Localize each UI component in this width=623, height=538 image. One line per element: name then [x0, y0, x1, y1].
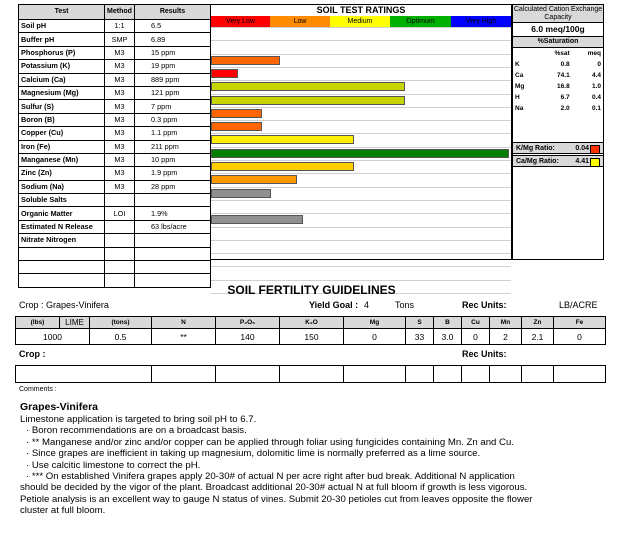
guideline-col-header: Zn: [522, 317, 554, 329]
table-row: [19, 127, 211, 140]
test-name: Organic Matter: [19, 207, 105, 220]
table-row: [19, 153, 211, 166]
note-line: · Since grapes are inefficient in taking up magnesium, dolomitic lime is normally preferred as a lime source.: [26, 448, 481, 460]
k-mg-ratio-value: 0.04: [575, 145, 589, 152]
table-row: [19, 247, 211, 260]
saturation-el: Ca: [515, 72, 524, 79]
test-result: [135, 247, 211, 260]
test-name: Sulfur (S): [19, 100, 105, 113]
yield-goal-value: 4: [364, 300, 370, 310]
saturation-table: [513, 48, 603, 114]
table-row: [19, 60, 211, 73]
results-header: Results: [135, 5, 211, 20]
table-row: [19, 113, 211, 126]
guidelines-empty-row: [16, 366, 606, 383]
saturation-row: [513, 92, 603, 103]
fertility-guidelines-table-2: [15, 365, 606, 383]
saturation-sat: 0.8: [560, 61, 570, 68]
guideline-col-header: Mn: [490, 317, 522, 329]
guideline-col-header: S: [406, 317, 434, 329]
test-result: 889 ppm: [135, 73, 211, 86]
ca-mg-ratio: [513, 155, 603, 167]
test-result: 0.3 ppm: [135, 113, 211, 126]
rating-bar: [211, 175, 297, 184]
rating-bar: [211, 56, 280, 65]
guideline-value: 33: [406, 329, 434, 345]
rating-category: Medium: [330, 16, 390, 27]
rating-bar: [211, 69, 238, 78]
saturation-sat: 6.7: [560, 94, 570, 101]
guideline-value: 1000: [16, 329, 90, 345]
test-name: Manganese (Mn): [19, 153, 105, 166]
test-method: 1:1: [105, 20, 135, 33]
test-table-header: [19, 5, 211, 20]
ca-mg-ratio-label: Ca/Mg Ratio:: [516, 158, 559, 165]
test-method: M3: [105, 73, 135, 86]
note-line: · Use calcitic limestone to correct the pH.: [26, 459, 201, 471]
test-result: 6.5: [135, 20, 211, 33]
saturation-meq: 0: [597, 61, 601, 68]
test-header: Test: [19, 5, 105, 20]
test-name: Nitrate Nitrogen: [19, 234, 105, 247]
test-name: [19, 261, 105, 274]
saturation-row: [513, 103, 603, 114]
table-row: [19, 20, 211, 33]
guideline-col-header: Cu: [462, 317, 490, 329]
guidelines-values-row: [16, 329, 606, 345]
guidelines-title: SOIL FERTILITY GUIDELINES: [227, 283, 396, 297]
comments-label: Comments :: [19, 386, 57, 393]
test-method: M3: [105, 153, 135, 166]
guideline-col-header: Mg: [344, 317, 406, 329]
note-line: cluster at full bloom.: [20, 505, 106, 517]
table-row: [19, 100, 211, 113]
table-row: [19, 207, 211, 220]
test-name: Buffer pH: [19, 33, 105, 46]
guideline-value: 0.5: [90, 329, 152, 345]
saturation-meq: 0.1: [591, 105, 601, 112]
table-row: [19, 220, 211, 233]
cation-exchange-panel: [512, 4, 604, 260]
test-result: 28 ppm: [135, 180, 211, 193]
saturation-sat: 2.0: [560, 105, 570, 112]
test-name: Zinc (Zn): [19, 167, 105, 180]
test-method: M3: [105, 127, 135, 140]
saturation-sat: 74.1: [557, 72, 570, 79]
test-name: Sodium (Na): [19, 180, 105, 193]
guideline-value: 3.0: [434, 329, 462, 345]
notes-title: Grapes-Vinifera: [20, 401, 99, 413]
soil-test-table: [18, 4, 211, 288]
fertility-guidelines-table: [15, 316, 606, 345]
yield-goal-label: Yield Goal :: [309, 300, 359, 310]
saturation-el: K: [515, 61, 520, 68]
test-method: [105, 220, 135, 233]
test-method: LOI: [105, 207, 135, 220]
test-method: SMP: [105, 33, 135, 46]
test-name: Boron (B): [19, 113, 105, 126]
saturation-el: Mg: [515, 83, 525, 90]
guideline-value: 140: [216, 329, 280, 345]
rating-bar: [211, 215, 303, 224]
test-name: Estimated N Release: [19, 220, 105, 233]
cec-title: Calculated Cation Exchange Capacity: [513, 6, 603, 21]
crop-label-2: Crop :: [19, 349, 46, 359]
ca-mg-ratio-value: 4.41: [575, 158, 589, 165]
rating-bar: [211, 122, 262, 131]
test-name: Calcium (Ca): [19, 73, 105, 86]
table-row: [19, 194, 211, 207]
test-result: 10 ppm: [135, 153, 211, 166]
test-result: 121 ppm: [135, 86, 211, 99]
yield-units: Tons: [395, 300, 415, 310]
note-line: · *** On established Vinifera grapes apply 20-30# of actual N per acre right after bud break. Additional N application: [26, 471, 515, 483]
test-method: M3: [105, 60, 135, 73]
rating-bar: [211, 162, 354, 171]
test-method: M3: [105, 180, 135, 193]
rating-bar: [211, 135, 354, 144]
saturation-row: [513, 70, 603, 81]
test-result: 19 ppm: [135, 60, 211, 73]
note-line: Limestone application is targeted to bring soil pH to 6.7.: [20, 414, 257, 425]
test-method: M3: [105, 113, 135, 126]
test-result: 1.9 ppm: [135, 167, 211, 180]
saturation-meq: 1.0: [591, 83, 601, 90]
saturation-meq: 0.4: [591, 94, 601, 101]
guideline-col-header: Fe: [554, 317, 606, 329]
test-method: M3: [105, 86, 135, 99]
method-header: Method: [105, 5, 135, 20]
table-row: [19, 73, 211, 86]
k-mg-ratio-swatch: [590, 145, 600, 154]
rec-units-value: LB/ACRE: [559, 300, 598, 310]
crop-label: Crop : Grapes-Vinifera: [19, 300, 109, 310]
test-method: M3: [105, 167, 135, 180]
saturation-header-row: [513, 48, 603, 59]
saturation-meq: 4.4: [591, 72, 601, 79]
test-name: Soil pH: [19, 20, 105, 33]
test-method: [105, 247, 135, 260]
k-mg-ratio: [513, 142, 603, 154]
sat-col-header: %sat: [554, 50, 570, 57]
test-name: [19, 247, 105, 260]
guideline-col-header: K₂O: [280, 317, 344, 329]
test-result: 1.9%: [135, 207, 211, 220]
rating-bar: [211, 82, 405, 91]
guideline-value: 2: [490, 329, 522, 345]
saturation-el: Na: [515, 105, 524, 112]
table-row: [19, 261, 211, 274]
note-line: Petiole analysis is an excellent way to gauge N status of vines. Submit 20-30 petioles cut from leaves opposite the flower: [20, 493, 533, 505]
guideline-col-header: (tons): [90, 317, 152, 329]
table-row: [19, 33, 211, 46]
guideline-col-header: B: [434, 317, 462, 329]
test-result: [135, 194, 211, 207]
guideline-value: 0: [462, 329, 490, 345]
saturation-sat: 16.8: [557, 83, 570, 90]
test-result: 1.1 ppm: [135, 127, 211, 140]
rating-bar: [211, 96, 405, 105]
saturation-row: [513, 81, 603, 92]
test-method: [105, 234, 135, 247]
saturation-row: [513, 59, 603, 70]
table-row: [19, 46, 211, 59]
table-row: [19, 86, 211, 99]
guideline-col-header: N: [152, 317, 216, 329]
ratings-title: SOIL TEST RATINGS: [316, 5, 406, 15]
guideline-value: 2.1: [522, 329, 554, 345]
note-line: should be decided by the vigor of the plant. Broadcast additional 20-30# actual N at full bloom if growth is less vigorous.: [20, 482, 528, 494]
guideline-value: 150: [280, 329, 344, 345]
k-mg-ratio-label: K/Mg Ratio:: [516, 145, 555, 152]
rating-bar: [211, 189, 271, 198]
meq-col-header: meq: [587, 50, 601, 57]
table-row: [19, 234, 211, 247]
rating-category: Low: [270, 16, 330, 27]
cec-value: 6.0 meq/100g: [513, 22, 603, 37]
test-method: [105, 194, 135, 207]
saturation-title: %Saturation: [513, 37, 603, 48]
guideline-value: **: [152, 329, 216, 345]
test-method: M3: [105, 46, 135, 59]
table-row: [19, 140, 211, 153]
rating-category: Very High: [451, 16, 511, 27]
rating-category: Optimum: [390, 16, 451, 27]
saturation-el: H: [515, 94, 520, 101]
rating-bar: [211, 109, 262, 118]
test-method: M3: [105, 140, 135, 153]
test-name: Copper (Cu): [19, 127, 105, 140]
guideline-value: 0: [344, 329, 406, 345]
soil-test-ratings: [210, 4, 512, 260]
rating-bar: [211, 149, 509, 158]
rec-units-label: Rec Units:: [462, 300, 507, 310]
rec-units-label-2: Rec Units:: [462, 349, 507, 359]
test-result: 6.89: [135, 33, 211, 46]
test-name: Phosphorus (P): [19, 46, 105, 59]
test-result: [135, 234, 211, 247]
ca-mg-ratio-swatch: [590, 158, 600, 167]
guidelines-header-row: [16, 317, 606, 329]
test-name: Iron (Fe): [19, 140, 105, 153]
test-name: Magnesium (Mg): [19, 86, 105, 99]
guideline-col-header: LIME: [60, 317, 90, 329]
test-result: 211 ppm: [135, 140, 211, 153]
guideline-col-header: (lbs): [16, 317, 60, 329]
test-result: [135, 261, 211, 274]
recommendation-notes: [20, 401, 612, 517]
test-result: 63 lbs/acre: [135, 220, 211, 233]
guideline-value: 0: [554, 329, 606, 345]
rating-category: Very Low: [211, 16, 270, 27]
table-row: [19, 180, 211, 193]
test-name: Potassium (K): [19, 60, 105, 73]
test-name: Soluble Salts: [19, 194, 105, 207]
note-line: · Boron recommendations are on a broadcast basis.: [26, 425, 247, 437]
test-result: 7 ppm: [135, 100, 211, 113]
table-row: [19, 167, 211, 180]
note-line: · ** Manganese and/or zinc and/or copper can be applied through foliar using fungicides containing Mn. Zn and Cu.: [26, 436, 514, 448]
test-result: 15 ppm: [135, 46, 211, 59]
test-method: M3: [105, 100, 135, 113]
test-method: [105, 261, 135, 274]
guideline-col-header: P₂O₅: [216, 317, 280, 329]
